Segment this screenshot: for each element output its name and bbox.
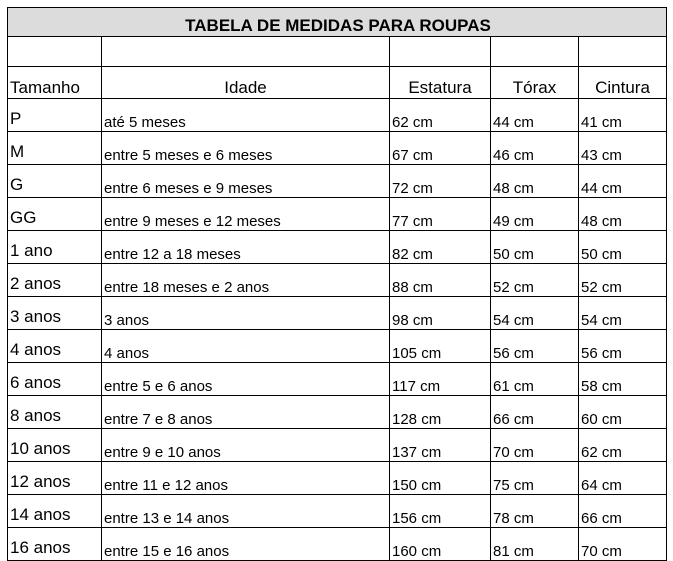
cell-chest: 70 cm <box>491 429 579 462</box>
cell-chest: 52 cm <box>491 264 579 297</box>
cell-chest: 54 cm <box>491 297 579 330</box>
header-age: Idade <box>102 67 390 99</box>
cell-size: 16 anos <box>8 528 102 561</box>
cell-chest: 50 cm <box>491 231 579 264</box>
cell-age: 4 anos <box>102 330 390 363</box>
cell-waist: 60 cm <box>579 396 667 429</box>
cell-height: 117 cm <box>390 363 491 396</box>
table-row <box>8 330 667 363</box>
table-row <box>8 264 667 297</box>
cell-waist: 44 cm <box>579 165 667 198</box>
cell-size: 14 anos <box>8 495 102 528</box>
cell-chest: 61 cm <box>491 363 579 396</box>
header-waist: Cintura <box>579 67 667 99</box>
cell-size: G <box>8 165 102 198</box>
cell-chest: 81 cm <box>491 528 579 561</box>
cell-chest: 75 cm <box>491 462 579 495</box>
cell-chest: 49 cm <box>491 198 579 231</box>
cell-waist: 70 cm <box>579 528 667 561</box>
table-row <box>8 363 667 396</box>
cell-height: 82 cm <box>390 231 491 264</box>
cell-size: 4 anos <box>8 330 102 363</box>
cell-waist: 56 cm <box>579 330 667 363</box>
cell-age: entre 6 meses e 9 meses <box>102 165 390 198</box>
table-row <box>8 462 667 495</box>
cell-age: entre 15 e 16 anos <box>102 528 390 561</box>
cell-chest: 56 cm <box>491 330 579 363</box>
cell-age: entre 12 a 18 meses <box>102 231 390 264</box>
blank-cell <box>579 37 667 67</box>
table-row <box>8 396 667 429</box>
cell-chest: 78 cm <box>491 495 579 528</box>
cell-age: entre 18 meses e 2 anos <box>102 264 390 297</box>
cell-height: 98 cm <box>390 297 491 330</box>
table-row <box>8 528 667 561</box>
cell-size: M <box>8 132 102 165</box>
cell-waist: 43 cm <box>579 132 667 165</box>
cell-size: P <box>8 99 102 132</box>
blank-cell <box>102 37 390 67</box>
cell-waist: 50 cm <box>579 231 667 264</box>
header-height: Estatura <box>390 67 491 99</box>
cell-height: 67 cm <box>390 132 491 165</box>
blank-cell <box>390 37 491 67</box>
cell-height: 156 cm <box>390 495 491 528</box>
cell-size: 10 anos <box>8 429 102 462</box>
table-row <box>8 99 667 132</box>
blank-row <box>8 37 667 67</box>
blank-cell <box>491 37 579 67</box>
cell-size: 12 anos <box>8 462 102 495</box>
cell-age: entre 5 meses e 6 meses <box>102 132 390 165</box>
cell-height: 72 cm <box>390 165 491 198</box>
cell-chest: 46 cm <box>491 132 579 165</box>
cell-age: 3 anos <box>102 297 390 330</box>
table-title: TABELA DE MEDIDAS PARA ROUPAS <box>8 8 667 37</box>
cell-chest: 66 cm <box>491 396 579 429</box>
table-row <box>8 165 667 198</box>
cell-size: 1 ano <box>8 231 102 264</box>
cell-age: entre 13 e 14 anos <box>102 495 390 528</box>
cell-size: 2 anos <box>8 264 102 297</box>
cell-waist: 54 cm <box>579 297 667 330</box>
cell-height: 62 cm <box>390 99 491 132</box>
table-row <box>8 495 667 528</box>
cell-waist: 62 cm <box>579 429 667 462</box>
header-chest: Tórax <box>491 67 579 99</box>
cell-waist: 66 cm <box>579 495 667 528</box>
cell-height: 77 cm <box>390 198 491 231</box>
cell-size: GG <box>8 198 102 231</box>
size-chart-table <box>7 7 667 561</box>
cell-size: 6 anos <box>8 363 102 396</box>
header-row <box>8 67 667 99</box>
cell-age: entre 11 e 12 anos <box>102 462 390 495</box>
cell-height: 150 cm <box>390 462 491 495</box>
table-row <box>8 297 667 330</box>
cell-waist: 48 cm <box>579 198 667 231</box>
cell-waist: 64 cm <box>579 462 667 495</box>
cell-age: até 5 meses <box>102 99 390 132</box>
blank-cell <box>8 37 102 67</box>
cell-height: 105 cm <box>390 330 491 363</box>
cell-height: 88 cm <box>390 264 491 297</box>
cell-size: 3 anos <box>8 297 102 330</box>
table-row <box>8 231 667 264</box>
header-size: Tamanho <box>8 67 102 99</box>
table-row <box>8 198 667 231</box>
title-row <box>8 8 667 37</box>
cell-age: entre 9 e 10 anos <box>102 429 390 462</box>
cell-height: 160 cm <box>390 528 491 561</box>
cell-chest: 48 cm <box>491 165 579 198</box>
cell-age: entre 7 e 8 anos <box>102 396 390 429</box>
cell-age: entre 5 e 6 anos <box>102 363 390 396</box>
cell-height: 128 cm <box>390 396 491 429</box>
cell-waist: 41 cm <box>579 99 667 132</box>
cell-waist: 58 cm <box>579 363 667 396</box>
cell-chest: 44 cm <box>491 99 579 132</box>
cell-age: entre 9 meses e 12 meses <box>102 198 390 231</box>
cell-size: 8 anos <box>8 396 102 429</box>
table-row <box>8 429 667 462</box>
cell-waist: 52 cm <box>579 264 667 297</box>
size-chart-sheet <box>7 7 666 560</box>
cell-height: 137 cm <box>390 429 491 462</box>
table-row <box>8 132 667 165</box>
